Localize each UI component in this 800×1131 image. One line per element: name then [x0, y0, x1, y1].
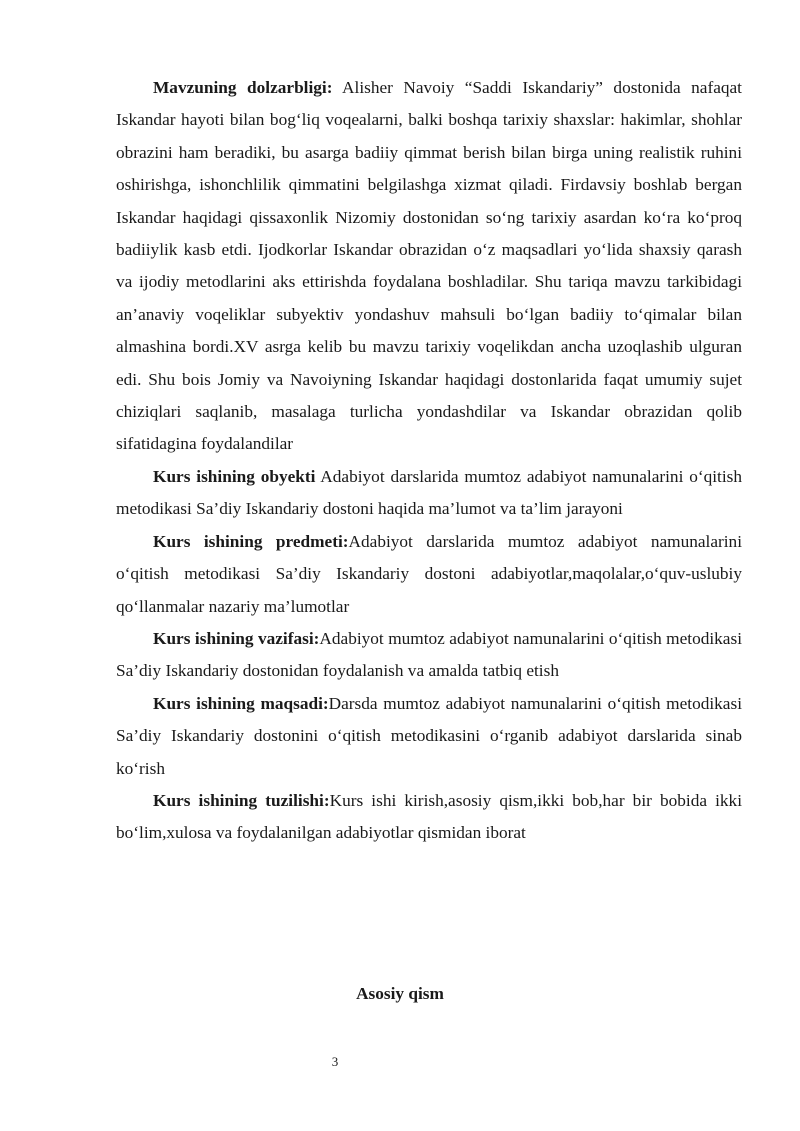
paragraph-title: Mavzuning dolzarbligi: — [153, 78, 333, 97]
paragraph-text: Adabiyot darslarida mumtoz adabiyot namunalarini o‘qitish metodikasi Sa’diy Iskandariy dostoni haqida ma’lumot va ta’lim jarayoni — [116, 466, 742, 519]
paragraph-goal — [116, 688, 742, 785]
paragraph-title: Kurs ishining maqsadi: — [153, 693, 329, 713]
paragraph-title: Kurs ishining tuzilishi: — [153, 790, 330, 810]
paragraph-text: Darsda mumtoz adabiyot namunalarini o‘qitish metodikasi Sa’diy Iskandariy dostonini o‘qitish metodikasini o‘rganib adabiyot darslarida sinab ko‘rish — [116, 693, 742, 778]
paragraph-tasks — [116, 623, 742, 688]
paragraph-text: Alisher Navoiy “Saddi Iskandariy” dostonida nafaqat Iskandar hayoti bilan bog‘liq voqealarni, balki boshqa tarixiy shaxslar: hakimlar, shohlar obrazini ham beradiki, bu asarga badiiy qimmat berish bilan birga uning realistik ruhini oshirishga, ishonchlilik qimmatini belgilashga xizmat qiladi. Firdavsiy boshlab bergan Iskandar haqidagi qissaxonlik Nizomiy dostonidan so‘ng tarixiy asardan ko‘ra ko‘proq badiiylik kasb etdi. Ijodkorlar Iskandar obrazidan o‘z maqsadlari yo‘lida shaxsiy qarash va ijodiy metodlarini aks ettirishda foydalana boshladilar. Shu tariqa mavzu tarkibidagi an’anaviy voqeliklar subyektiv yondashuv mahsuli bo‘lgan badiiy to‘qimalar bilan almashina bordi.XV asrga kelib bu mavzu tarixiy voqelikdan ancha uzoqlashib ulguran edi. Shu bois Jomiy va Navoiyning Iskandar haqidagi dostonlarida faqat umumiy sujet chiziqlari saqlanib, masalaga turlicha yondashdilar va Iskandar obrazidan qolib sifatidagina foydalandilar — [116, 78, 742, 454]
document-body — [116, 72, 742, 850]
section-heading: Asosiy qism — [356, 984, 444, 1003]
page-number: 3 — [331, 1054, 339, 1069]
paragraph-title: Kurs ishining predmeti: — [153, 531, 349, 551]
paragraph-title: Kurs ishining vazifasi: — [153, 628, 320, 648]
paragraph-object — [116, 461, 742, 526]
paragraph-title: Kurs ishining obyekti — [153, 466, 316, 486]
paragraph-structure — [116, 785, 742, 850]
paragraph-relevance — [116, 72, 742, 461]
paragraph-text: Kurs ishi kirish,asosiy qism,ikki bob,har bir bobida ikki bo‘lim,xulosa va foydalanilgan adabiyotlar qismidan iborat — [116, 790, 742, 843]
paragraph-text: Adabiyot mumtoz adabiyot namunalarini o‘qitish metodikasi Sa’diy Iskandariy dostonidan foydalanish va amalda tatbiq etish — [116, 628, 743, 681]
paragraph-text: Adabiyot darslarida mumtoz adabiyot namunalarini o‘qitish metodikasi Sa’diy Iskandariy dostoni adabiyotlar,maqolalar,o‘quv-uslubiy qo‘llanmalar nazariy ma’lumotlar — [116, 531, 742, 616]
paragraph-subject — [116, 526, 742, 623]
